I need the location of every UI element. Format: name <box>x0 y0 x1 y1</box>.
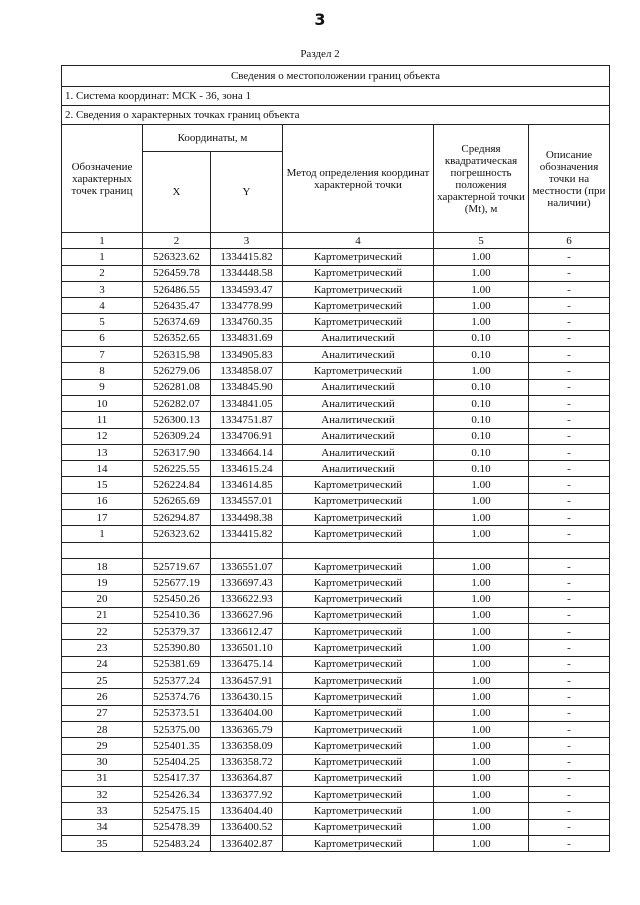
accuracy-cell: 1.00 <box>434 640 529 656</box>
y-coordinate-cell: 1336404.00 <box>211 705 283 721</box>
y-coordinate-cell: 1336622.93 <box>211 591 283 607</box>
x-coordinate-cell: 525390.80 <box>143 640 211 656</box>
table-row <box>62 444 610 460</box>
point-number-cell: 27 <box>62 705 143 721</box>
x-coordinate-cell: 526323.62 <box>143 526 211 542</box>
accuracy-cell: 1.00 <box>434 558 529 574</box>
x-coordinate-cell: 526435.47 <box>143 298 211 314</box>
y-coordinate-cell <box>211 542 283 558</box>
y-coordinate-cell: 1334664.14 <box>211 444 283 460</box>
x-coordinate-cell: 526294.87 <box>143 510 211 526</box>
header-point-designation: Обозначение характерных точек границ <box>62 125 143 233</box>
table-row <box>62 673 610 689</box>
x-coordinate-cell: 525450.26 <box>143 591 211 607</box>
point-number-cell: 23 <box>62 640 143 656</box>
accuracy-cell: 1.00 <box>434 673 529 689</box>
x-coordinate-cell: 525375.00 <box>143 721 211 737</box>
table-row <box>62 526 610 542</box>
y-coordinate-cell: 1336475.14 <box>211 656 283 672</box>
method-cell: Картометрический <box>283 835 434 851</box>
point-number-cell: 31 <box>62 770 143 786</box>
y-coordinate-cell: 1334751.87 <box>211 412 283 428</box>
column-number: 3 <box>211 233 283 249</box>
point-number-cell: 6 <box>62 330 143 346</box>
description-cell: - <box>529 835 610 851</box>
description-cell: - <box>529 281 610 297</box>
accuracy-cell: 1.00 <box>434 363 529 379</box>
y-coordinate-cell: 1334448.58 <box>211 265 283 281</box>
point-number-cell: 7 <box>62 347 143 363</box>
table-row <box>62 624 610 640</box>
method-cell: Картометрический <box>283 363 434 379</box>
coordinate-system: 1. Система координат: МСК - 36, зона 1 <box>62 87 610 106</box>
description-cell: - <box>529 770 610 786</box>
x-coordinate-cell: 525377.24 <box>143 673 211 689</box>
boundary-points-table <box>61 65 610 852</box>
column-number: 6 <box>529 233 610 249</box>
y-coordinate-cell: 1336551.07 <box>211 558 283 574</box>
accuracy-cell: 1.00 <box>434 770 529 786</box>
y-coordinate-cell: 1336358.09 <box>211 738 283 754</box>
description-cell: - <box>529 298 610 314</box>
accuracy-cell: 0.10 <box>434 330 529 346</box>
point-number-cell: 9 <box>62 379 143 395</box>
description-cell: - <box>529 754 610 770</box>
table-row <box>62 330 610 346</box>
x-coordinate-cell: 526323.62 <box>143 249 211 265</box>
table-row <box>62 787 610 803</box>
column-number: 4 <box>283 233 434 249</box>
header-method: Метод определения координат характерной точки <box>283 125 434 233</box>
accuracy-cell: 1.00 <box>434 281 529 297</box>
point-number-cell: 3 <box>62 281 143 297</box>
x-coordinate-cell: 526300.13 <box>143 412 211 428</box>
x-coordinate-cell: 526281.08 <box>143 379 211 395</box>
description-cell: - <box>529 510 610 526</box>
method-cell: Аналитический <box>283 461 434 477</box>
y-coordinate-cell: 1336404.40 <box>211 803 283 819</box>
y-coordinate-cell: 1336697.43 <box>211 575 283 591</box>
description-cell: - <box>529 591 610 607</box>
table-row <box>62 721 610 737</box>
method-cell: Картометрический <box>283 493 434 509</box>
description-cell: - <box>529 787 610 803</box>
accuracy-cell: 1.00 <box>434 738 529 754</box>
description-cell: - <box>529 624 610 640</box>
x-coordinate-cell: 526224.84 <box>143 477 211 493</box>
x-coordinate-cell <box>143 542 211 558</box>
header-accuracy: Средняя квадратическая погрешность положения характерной точки (Mt), м <box>434 125 529 233</box>
method-cell: Картометрический <box>283 754 434 770</box>
point-number-cell: 10 <box>62 395 143 411</box>
method-cell: Аналитический <box>283 428 434 444</box>
x-coordinate-cell: 526315.98 <box>143 347 211 363</box>
accuracy-cell: 0.10 <box>434 412 529 428</box>
method-cell: Картометрический <box>283 281 434 297</box>
accuracy-cell: 1.00 <box>434 803 529 819</box>
point-number-cell: 29 <box>62 738 143 754</box>
column-number: 2 <box>143 233 211 249</box>
x-coordinate-cell: 526352.65 <box>143 330 211 346</box>
table-row <box>62 835 610 851</box>
y-coordinate-cell: 1334614.85 <box>211 477 283 493</box>
point-number-cell: 30 <box>62 754 143 770</box>
y-coordinate-cell: 1334905.83 <box>211 347 283 363</box>
method-cell: Картометрический <box>283 510 434 526</box>
table-row <box>62 542 610 558</box>
y-coordinate-cell: 1334615.24 <box>211 461 283 477</box>
point-number-cell: 19 <box>62 575 143 591</box>
accuracy-cell: 1.00 <box>434 493 529 509</box>
table-row <box>62 575 610 591</box>
table-row <box>62 510 610 526</box>
accuracy-cell: 0.10 <box>434 379 529 395</box>
method-cell: Картометрический <box>283 314 434 330</box>
point-number-cell: 12 <box>62 428 143 444</box>
point-number-cell: 34 <box>62 819 143 835</box>
header-y: Y <box>211 152 283 233</box>
y-coordinate-cell: 1334593.47 <box>211 281 283 297</box>
table-row <box>62 770 610 786</box>
y-coordinate-cell: 1336430.15 <box>211 689 283 705</box>
x-coordinate-cell: 525483.24 <box>143 835 211 851</box>
point-number-cell <box>62 542 143 558</box>
table-row <box>62 281 610 297</box>
method-cell: Картометрический <box>283 607 434 623</box>
description-cell: - <box>529 656 610 672</box>
x-coordinate-cell: 525719.67 <box>143 558 211 574</box>
y-coordinate-cell: 1336627.96 <box>211 607 283 623</box>
point-number-cell: 26 <box>62 689 143 705</box>
x-coordinate-cell: 525677.19 <box>143 575 211 591</box>
y-coordinate-cell: 1336358.72 <box>211 754 283 770</box>
accuracy-cell: 1.00 <box>434 575 529 591</box>
method-cell: Картометрический <box>283 265 434 281</box>
description-cell: - <box>529 673 610 689</box>
table-row <box>62 428 610 444</box>
x-coordinate-cell: 525374.76 <box>143 689 211 705</box>
accuracy-cell: 1.00 <box>434 591 529 607</box>
method-cell: Картометрический <box>283 477 434 493</box>
accuracy-cell: 1.00 <box>434 819 529 835</box>
x-coordinate-cell: 525417.37 <box>143 770 211 786</box>
header-coordinates: Координаты, м <box>143 125 283 152</box>
y-coordinate-cell: 1334778.99 <box>211 298 283 314</box>
point-number-cell: 11 <box>62 412 143 428</box>
method-cell: Картометрический <box>283 819 434 835</box>
x-coordinate-cell: 525478.39 <box>143 819 211 835</box>
table-row <box>62 705 610 721</box>
description-cell: - <box>529 330 610 346</box>
table-row <box>62 395 610 411</box>
table-row <box>62 298 610 314</box>
description-cell: - <box>529 412 610 428</box>
accuracy-cell: 0.10 <box>434 444 529 460</box>
x-coordinate-cell: 526459.78 <box>143 265 211 281</box>
y-coordinate-cell: 1334557.01 <box>211 493 283 509</box>
description-cell: - <box>529 461 610 477</box>
table-row <box>62 754 610 770</box>
point-number-cell: 35 <box>62 835 143 851</box>
description-cell: - <box>529 477 610 493</box>
method-cell: Картометрический <box>283 298 434 314</box>
accuracy-cell: 1.00 <box>434 624 529 640</box>
method-cell: Картометрический <box>283 656 434 672</box>
column-number: 1 <box>62 233 143 249</box>
accuracy-cell: 1.00 <box>434 510 529 526</box>
y-coordinate-cell: 1334415.82 <box>211 526 283 542</box>
y-coordinate-cell: 1334858.07 <box>211 363 283 379</box>
y-coordinate-cell: 1336612.47 <box>211 624 283 640</box>
method-cell: Картометрический <box>283 640 434 656</box>
accuracy-cell: 0.10 <box>434 395 529 411</box>
accuracy-cell: 1.00 <box>434 314 529 330</box>
y-coordinate-cell: 1334845.90 <box>211 379 283 395</box>
description-cell: - <box>529 558 610 574</box>
y-coordinate-cell: 1334415.82 <box>211 249 283 265</box>
description-cell: - <box>529 444 610 460</box>
accuracy-cell: 0.10 <box>434 461 529 477</box>
x-coordinate-cell: 526282.07 <box>143 395 211 411</box>
method-cell: Картометрический <box>283 721 434 737</box>
table-row <box>62 607 610 623</box>
table-row <box>62 412 610 428</box>
point-number-cell: 13 <box>62 444 143 460</box>
method-cell: Картометрический <box>283 705 434 721</box>
x-coordinate-cell: 525410.36 <box>143 607 211 623</box>
method-cell: Картометрический <box>283 770 434 786</box>
column-number: 5 <box>434 233 529 249</box>
accuracy-cell: 1.00 <box>434 689 529 705</box>
header-description: Описание обозначения точки на местности (при наличии) <box>529 125 610 233</box>
x-coordinate-cell: 525379.37 <box>143 624 211 640</box>
y-coordinate-cell: 1336501.10 <box>211 640 283 656</box>
y-coordinate-cell: 1334831.69 <box>211 330 283 346</box>
table-row <box>62 558 610 574</box>
section-title: Раздел 2 <box>300 48 340 60</box>
accuracy-cell: 1.00 <box>434 721 529 737</box>
y-coordinate-cell: 1336365.79 <box>211 721 283 737</box>
x-coordinate-cell: 525401.35 <box>143 738 211 754</box>
x-coordinate-cell: 526225.55 <box>143 461 211 477</box>
table-row <box>62 640 610 656</box>
accuracy-cell: 1.00 <box>434 754 529 770</box>
table-title: Сведения о местоположении границ объекта <box>62 66 610 87</box>
x-coordinate-cell: 525475.15 <box>143 803 211 819</box>
accuracy-cell: 0.10 <box>434 347 529 363</box>
method-cell: Картометрический <box>283 787 434 803</box>
point-number-cell: 4 <box>62 298 143 314</box>
description-cell: - <box>529 803 610 819</box>
y-coordinate-cell: 1336402.87 <box>211 835 283 851</box>
y-coordinate-cell: 1334498.38 <box>211 510 283 526</box>
description-cell: - <box>529 249 610 265</box>
description-cell: - <box>529 705 610 721</box>
table-row <box>62 819 610 835</box>
description-cell: - <box>529 738 610 754</box>
point-number-cell: 28 <box>62 721 143 737</box>
description-cell: - <box>529 379 610 395</box>
description-cell: - <box>529 721 610 737</box>
point-number-cell: 33 <box>62 803 143 819</box>
y-coordinate-cell: 1334760.35 <box>211 314 283 330</box>
description-cell: - <box>529 819 610 835</box>
point-number-cell: 14 <box>62 461 143 477</box>
method-cell: Картометрический <box>283 803 434 819</box>
accuracy-cell: 0.10 <box>434 428 529 444</box>
point-number-cell: 18 <box>62 558 143 574</box>
table-row <box>62 347 610 363</box>
method-cell: Аналитический <box>283 395 434 411</box>
method-cell: Картометрический <box>283 575 434 591</box>
point-number-cell: 16 <box>62 493 143 509</box>
x-coordinate-cell: 526486.55 <box>143 281 211 297</box>
description-cell: - <box>529 363 610 379</box>
method-cell: Картометрический <box>283 624 434 640</box>
point-number-cell: 8 <box>62 363 143 379</box>
table-row <box>62 379 610 395</box>
method-cell: Аналитический <box>283 330 434 346</box>
table-row <box>62 689 610 705</box>
y-coordinate-cell: 1334841.05 <box>211 395 283 411</box>
description-cell: - <box>529 607 610 623</box>
accuracy-cell <box>434 542 529 558</box>
point-number-cell: 1 <box>62 526 143 542</box>
x-coordinate-cell: 526374.69 <box>143 314 211 330</box>
x-coordinate-cell: 525381.69 <box>143 656 211 672</box>
y-coordinate-cell: 1336364.87 <box>211 770 283 786</box>
point-number-cell: 32 <box>62 787 143 803</box>
description-cell: - <box>529 493 610 509</box>
description-cell: - <box>529 314 610 330</box>
description-cell: - <box>529 347 610 363</box>
description-cell: - <box>529 640 610 656</box>
accuracy-cell: 1.00 <box>434 477 529 493</box>
table-row <box>62 461 610 477</box>
y-coordinate-cell: 1336377.92 <box>211 787 283 803</box>
table-row <box>62 738 610 754</box>
description-cell <box>529 542 610 558</box>
accuracy-cell: 1.00 <box>434 835 529 851</box>
x-coordinate-cell: 526265.69 <box>143 493 211 509</box>
point-number-cell: 5 <box>62 314 143 330</box>
x-coordinate-cell: 525404.25 <box>143 754 211 770</box>
point-number-cell: 25 <box>62 673 143 689</box>
method-cell <box>283 542 434 558</box>
x-coordinate-cell: 526309.24 <box>143 428 211 444</box>
method-cell: Аналитический <box>283 379 434 395</box>
method-cell: Картометрический <box>283 689 434 705</box>
x-coordinate-cell: 526279.06 <box>143 363 211 379</box>
description-cell: - <box>529 265 610 281</box>
table-row <box>62 477 610 493</box>
accuracy-cell: 1.00 <box>434 265 529 281</box>
x-coordinate-cell: 525426.34 <box>143 787 211 803</box>
point-number-cell: 2 <box>62 265 143 281</box>
point-number-cell: 17 <box>62 510 143 526</box>
accuracy-cell: 1.00 <box>434 526 529 542</box>
table-row <box>62 591 610 607</box>
description-cell: - <box>529 428 610 444</box>
table-row <box>62 656 610 672</box>
method-cell: Картометрический <box>283 526 434 542</box>
accuracy-cell: 1.00 <box>434 787 529 803</box>
method-cell: Картометрический <box>283 558 434 574</box>
table-row <box>62 493 610 509</box>
description-cell: - <box>529 526 610 542</box>
x-coordinate-cell: 526317.90 <box>143 444 211 460</box>
table-row <box>62 249 610 265</box>
accuracy-cell: 1.00 <box>434 298 529 314</box>
point-number-cell: 24 <box>62 656 143 672</box>
accuracy-cell: 1.00 <box>434 249 529 265</box>
table-row <box>62 363 610 379</box>
table-row <box>62 314 610 330</box>
method-cell: Картометрический <box>283 673 434 689</box>
point-number-cell: 22 <box>62 624 143 640</box>
y-coordinate-cell: 1336400.52 <box>211 819 283 835</box>
point-number-cell: 1 <box>62 249 143 265</box>
description-cell: - <box>529 689 610 705</box>
description-cell: - <box>529 395 610 411</box>
description-cell: - <box>529 575 610 591</box>
page-number: 3 <box>314 10 326 29</box>
accuracy-cell: 1.00 <box>434 656 529 672</box>
point-number-cell: 21 <box>62 607 143 623</box>
method-cell: Картометрический <box>283 738 434 754</box>
point-number-cell: 20 <box>62 591 143 607</box>
table-row <box>62 265 610 281</box>
accuracy-cell: 1.00 <box>434 705 529 721</box>
points-heading: 2. Сведения о характерных точках границ объекта <box>62 106 610 125</box>
x-coordinate-cell: 525373.51 <box>143 705 211 721</box>
method-cell: Картометрический <box>283 591 434 607</box>
accuracy-cell: 1.00 <box>434 607 529 623</box>
method-cell: Аналитический <box>283 444 434 460</box>
y-coordinate-cell: 1334706.91 <box>211 428 283 444</box>
method-cell: Аналитический <box>283 347 434 363</box>
method-cell: Аналитический <box>283 412 434 428</box>
header-x: X <box>143 152 211 233</box>
table-row <box>62 803 610 819</box>
method-cell: Картометрический <box>283 249 434 265</box>
point-number-cell: 15 <box>62 477 143 493</box>
y-coordinate-cell: 1336457.91 <box>211 673 283 689</box>
